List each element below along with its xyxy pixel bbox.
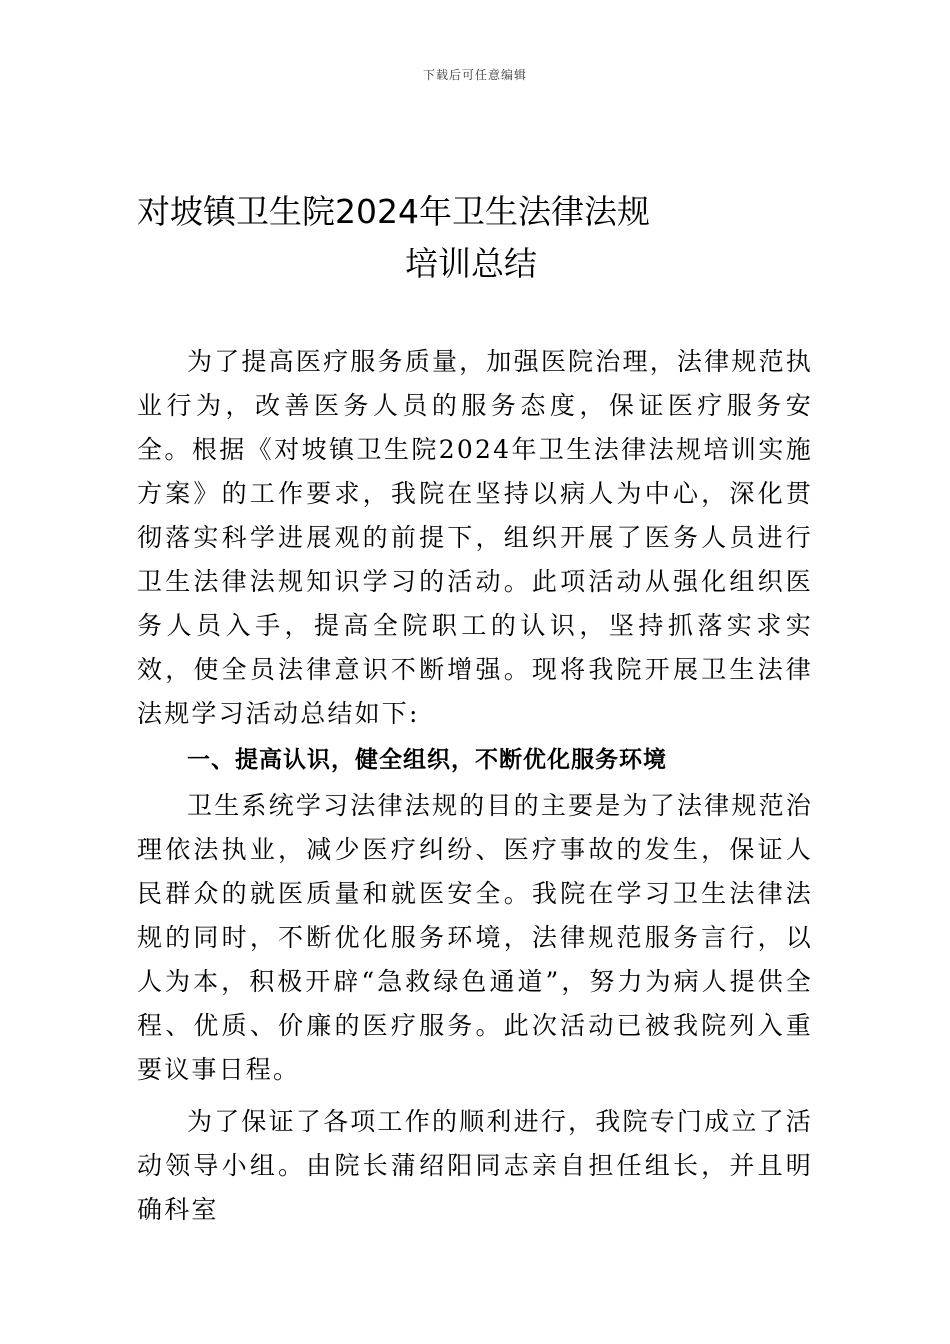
paragraph-intro: 为了提高医疗服务质量，加强医院治理，法律规范执业行为，改善医务人员的服务态度，保证医疗服务安全。根据《对坡镇卫生院2024年卫生法律法规培训实施方案》的工作要求，我院在坚持以病人为中心，深化贯彻落实科学进展观的前提下，组织开展了医务人员进行卫生法律法规知识学习的活动。此项活动从强化组织医务人员入手，提高全院职工的认识，坚持抓落实求实效，使全员法律意识不断增强。现将我院开展卫生法律法规学习活动总结如下: <box>137 347 813 728</box>
title-line-1: 对坡镇卫生院2024年卫生法律法规 <box>137 192 650 231</box>
section-heading-1: 一、提高认识，健全组织，不断优化服务环境 <box>187 747 667 773</box>
document-body <box>137 340 813 1232</box>
page-header-note: 下载后可任意编辑 <box>422 68 527 82</box>
paragraph-leadership: 为了保证了各项工作的顺利进行，我院专门成立了活动领导小组。由院长蒲绍阳同志亲自担任组长，并且明确科室 <box>137 1107 813 1224</box>
paragraph-section-1: 卫生系统学习法律法规的目的主要是为了法律规范治理依法执业，减少医疗纠纷、医疗事故的发生，保证人民群众的就医质量和就医安全。我院在学习卫生法律法规的同时，不断优化服务环境，法律规范服务言行，以人为本，积极开辟“急救绿色通道”，努力为病人提供全程、优质、价廉的医疗服务。此次活动已被我院列入重要议事日程。 <box>137 791 813 1084</box>
title-line-2: 培训总结 <box>405 244 537 283</box>
document-title <box>137 186 817 290</box>
